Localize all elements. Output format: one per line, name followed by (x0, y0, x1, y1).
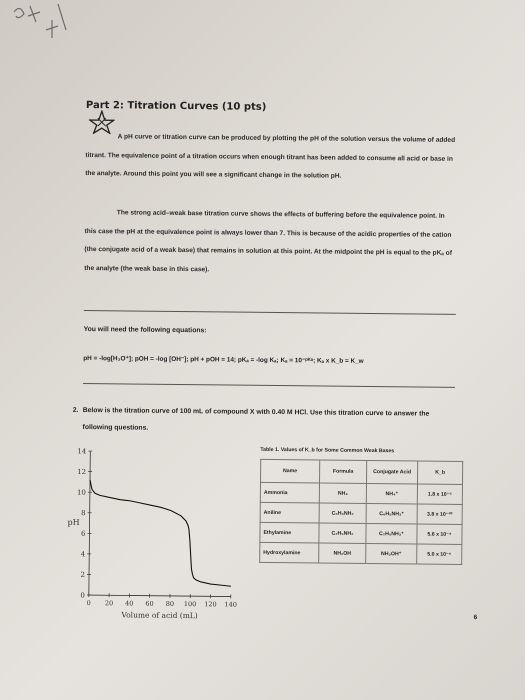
section-title: Part 2: Titration Curves (10 pts) (85, 100, 267, 113)
titration-curve-chart (55, 443, 253, 625)
question-number: 2. (72, 406, 79, 414)
cell-conjugate-acid: C₂H₅NH₃⁺ (366, 523, 417, 544)
divider (83, 383, 455, 388)
cell-formula: C₂H₅NH₂ (319, 523, 366, 543)
intro-paragraph-2: The strong acid–weak base titration curve shows the effects of buffering before the equivalence point. In this case the pH at the equivalence point is always lower than 7. This is because of the acidic properties of the cation (the conjugate acid of a weak base) that remains in solution at this point. At the midpoint the pH is equal to the pKₐ of the analyte (the weak base in this case). (84, 209, 452, 273)
x-axis (89, 595, 231, 596)
header-name: Name (261, 459, 320, 483)
table-row (260, 482, 462, 504)
cell-formula: C₆H₅NH₂ (319, 503, 366, 523)
x-axis-label: Volume of acid (mL) (121, 610, 198, 621)
header-kb: K_b (417, 461, 462, 484)
y-axis-label: pH (67, 517, 80, 527)
cell-name: Aniline (260, 502, 319, 523)
y-tick-label: 0 (80, 591, 85, 600)
cell-kb: 5.6 x 10⁻⁴ (417, 524, 462, 544)
cell-kb: 1.8 x 10⁻⁵ (417, 484, 462, 504)
page-number: 6 (473, 614, 478, 622)
x-tick-label: 40 (125, 599, 134, 608)
table-caption: Table 1. Values of K_b for Some Common Weak Bases (260, 446, 395, 455)
cell-name: Ethylamine (260, 522, 319, 543)
y-tick-label: 10 (76, 488, 86, 497)
pencil-scribble (6, 0, 76, 50)
cell-conjugate-acid: NH₃OH⁺ (366, 543, 417, 564)
worksheet (67, 100, 486, 664)
cell-kb: 3.8 x 10⁻¹⁰ (417, 504, 462, 524)
x-tick-label: 80 (165, 599, 175, 608)
x-tick-label: 20 (104, 599, 114, 608)
titration-curve-line (89, 480, 232, 586)
header-conjugate-acid: Conjugate Acid (366, 460, 417, 484)
y-tick-label: 14 (77, 447, 87, 456)
y-tick-label: 6 (80, 529, 86, 538)
equations-line: pH = -log[H₃O⁺]; pOH = -log [OH⁻]; pH + pOH = 14; pKₐ = -log Kₐ; Kₐ = 10⁻ᵖᴷᵃ; Kₐ x K_b = K_w (83, 354, 364, 365)
cell-name: Ammonia (260, 482, 319, 503)
equations-heading: You will need the following equations: (83, 325, 207, 335)
y-tick-label: 12 (77, 467, 87, 477)
table-header-row (261, 459, 463, 484)
cell-kb: 5.0 x 10⁻⁶ (417, 544, 462, 564)
table-row (260, 502, 462, 524)
x-tick-label: 120 (204, 600, 217, 609)
x-tick-label: 0 (86, 599, 91, 608)
table-row (260, 542, 462, 564)
intro-paragraph-1: A pH curve or titration curve can be produced by plotting the pH of the solution versus the volume of added titrant. The equivalence point of a titration occurs when enough titrant has been added to consume all acid or base in the analyte. Around this point you will see a significant change in the solution pH. (85, 133, 456, 180)
cell-formula: NH₂OH (319, 543, 366, 563)
kb-data-table (259, 459, 463, 565)
cell-formula: NH₃ (319, 483, 366, 503)
question-text: Below is the titration curve of 100 mL of compound X with 0.40 M HCl. Use this titration curve to answer the following questions. (82, 406, 430, 432)
y-axis (89, 451, 91, 595)
x-tick-label: 140 (224, 600, 237, 609)
header-formula: Formula (320, 460, 367, 483)
x-tick-label: 60 (145, 599, 154, 608)
question-2 (72, 402, 454, 440)
y-tick-label: 2 (80, 570, 86, 579)
cell-conjugate-acid: C₆H₅NH₃⁺ (366, 503, 417, 524)
divider (84, 310, 456, 315)
kb-table (259, 447, 470, 565)
cell-name: Hydroxylamine (260, 542, 319, 563)
table-row (260, 522, 462, 544)
y-tick-label: 8 (81, 509, 86, 518)
cell-conjugate-acid: NH₄⁺ (366, 483, 417, 504)
x-tick-label: 100 (183, 600, 197, 609)
y-tick-label: 4 (80, 550, 86, 559)
